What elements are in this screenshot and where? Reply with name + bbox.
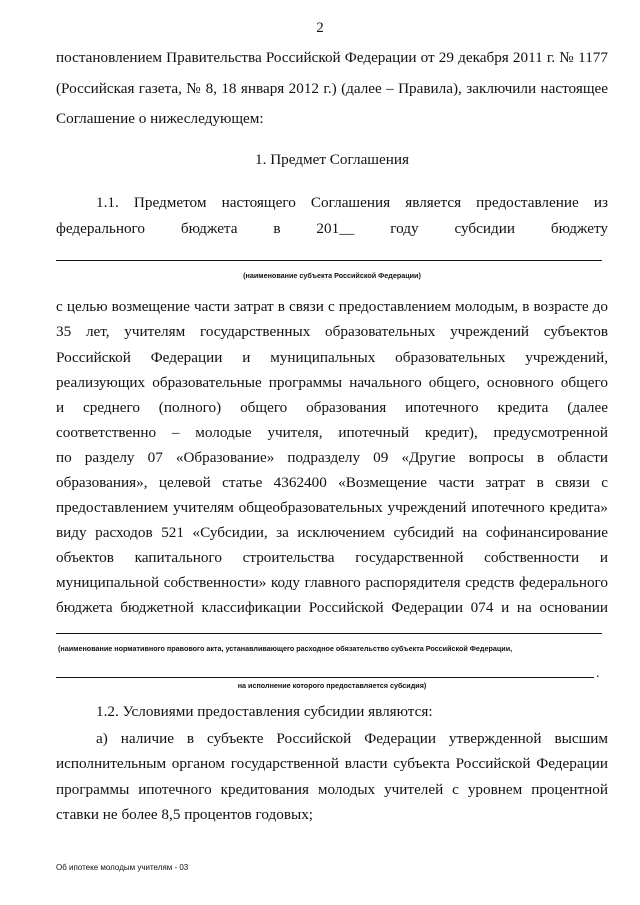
- body-line-1: с целью возмещение части затрат в связи с предоставлением молодым, в возрасте до: [56, 298, 608, 315]
- body-line-3: Российской Федерации и муниципальных образовательных учреждений,: [56, 349, 608, 366]
- section-title: 1. Предмет Соглашения: [255, 151, 409, 168]
- intro-line-2: (Российская газета, № 8, 18 января 2012 г.) (далее – Правила), заключили настоящее: [56, 80, 608, 97]
- footer-note: Об ипотеке молодым учителям - 03: [56, 863, 189, 872]
- clause-1-2-a-line-1: а) наличие в субъекте Российской Федерации утвержденной высшим: [96, 730, 608, 747]
- clause-1-1-line-1: 1.1. Предметом настоящего Соглашения является предоставление из: [96, 194, 608, 211]
- page-number: 2: [316, 20, 324, 36]
- body-line-4: реализующих образовательные программы начального общего, основного общего: [56, 374, 608, 391]
- fill-line-dot: .: [596, 666, 600, 681]
- clause-1-2-heading: 1.2. Условиями предоставления субсидии являются:: [96, 703, 433, 720]
- caption-act: (наименование нормативного правового акта, устанавливающего расходное обязательство субъекта Российской Федерации,: [58, 644, 513, 653]
- body-line-5: и среднего (полного) общего образования ипотечного кредита (далее: [56, 399, 608, 416]
- subject-fill-line: [56, 260, 602, 261]
- clause-1-1-line-2: федерального бюджета в 201__ году субсидии бюджету: [56, 220, 608, 237]
- clause-1-2-a-line-3: программы ипотечного кредитования молодых учителей с уровнем процентной: [56, 781, 608, 798]
- body-line-8: образования», целевой статье 4362400 «Возмещение части затрат в связи с: [56, 474, 608, 491]
- caption-act-2: на исполнение которого предоставляется субсидия): [237, 681, 427, 690]
- body-line-12: муниципальной собственности» коду главного распорядителя средств федерального: [56, 574, 608, 591]
- body-line-2: 35 лет, учителям государственных образовательных учреждений субъектов: [56, 323, 608, 340]
- body-line-7: по разделу 07 «Образование» подразделу 09 «Другие вопросы в области: [56, 449, 608, 466]
- act-fill-line: [56, 633, 602, 634]
- body-line-10: виду расходов 521 «Субсидии, за исключением субсидий на софинансирование: [56, 524, 608, 541]
- intro-line-3: Соглашение о нижеследующем:: [56, 110, 264, 127]
- intro-line-1: постановлением Правительства Российской Федерации от 29 декабря 2011 г. № 1177: [56, 49, 608, 66]
- body-line-11: объектов капитального строительства государственной собственности и: [56, 549, 608, 566]
- body-line-9: предоставлением учителям общеобразовательных учреждений ипотечного кредита»: [56, 499, 608, 516]
- clause-1-2-a-line-4: ставки не более 8,5 процентов годовых;: [56, 806, 314, 823]
- caption-subject: (наименование субъекта Российской Федерации): [243, 271, 421, 280]
- body-line-6: соответственно – молодые учителя, ипотечный кредит), предусмотренной: [56, 424, 608, 441]
- act-fill-line-2: [56, 677, 594, 678]
- clause-1-2-a-line-2: исполнительным органом государственной власти субъекта Российской Федерации: [56, 755, 608, 772]
- body-line-13: бюджета бюджетной классификации Российской Федерации 074 и на основании: [56, 599, 608, 616]
